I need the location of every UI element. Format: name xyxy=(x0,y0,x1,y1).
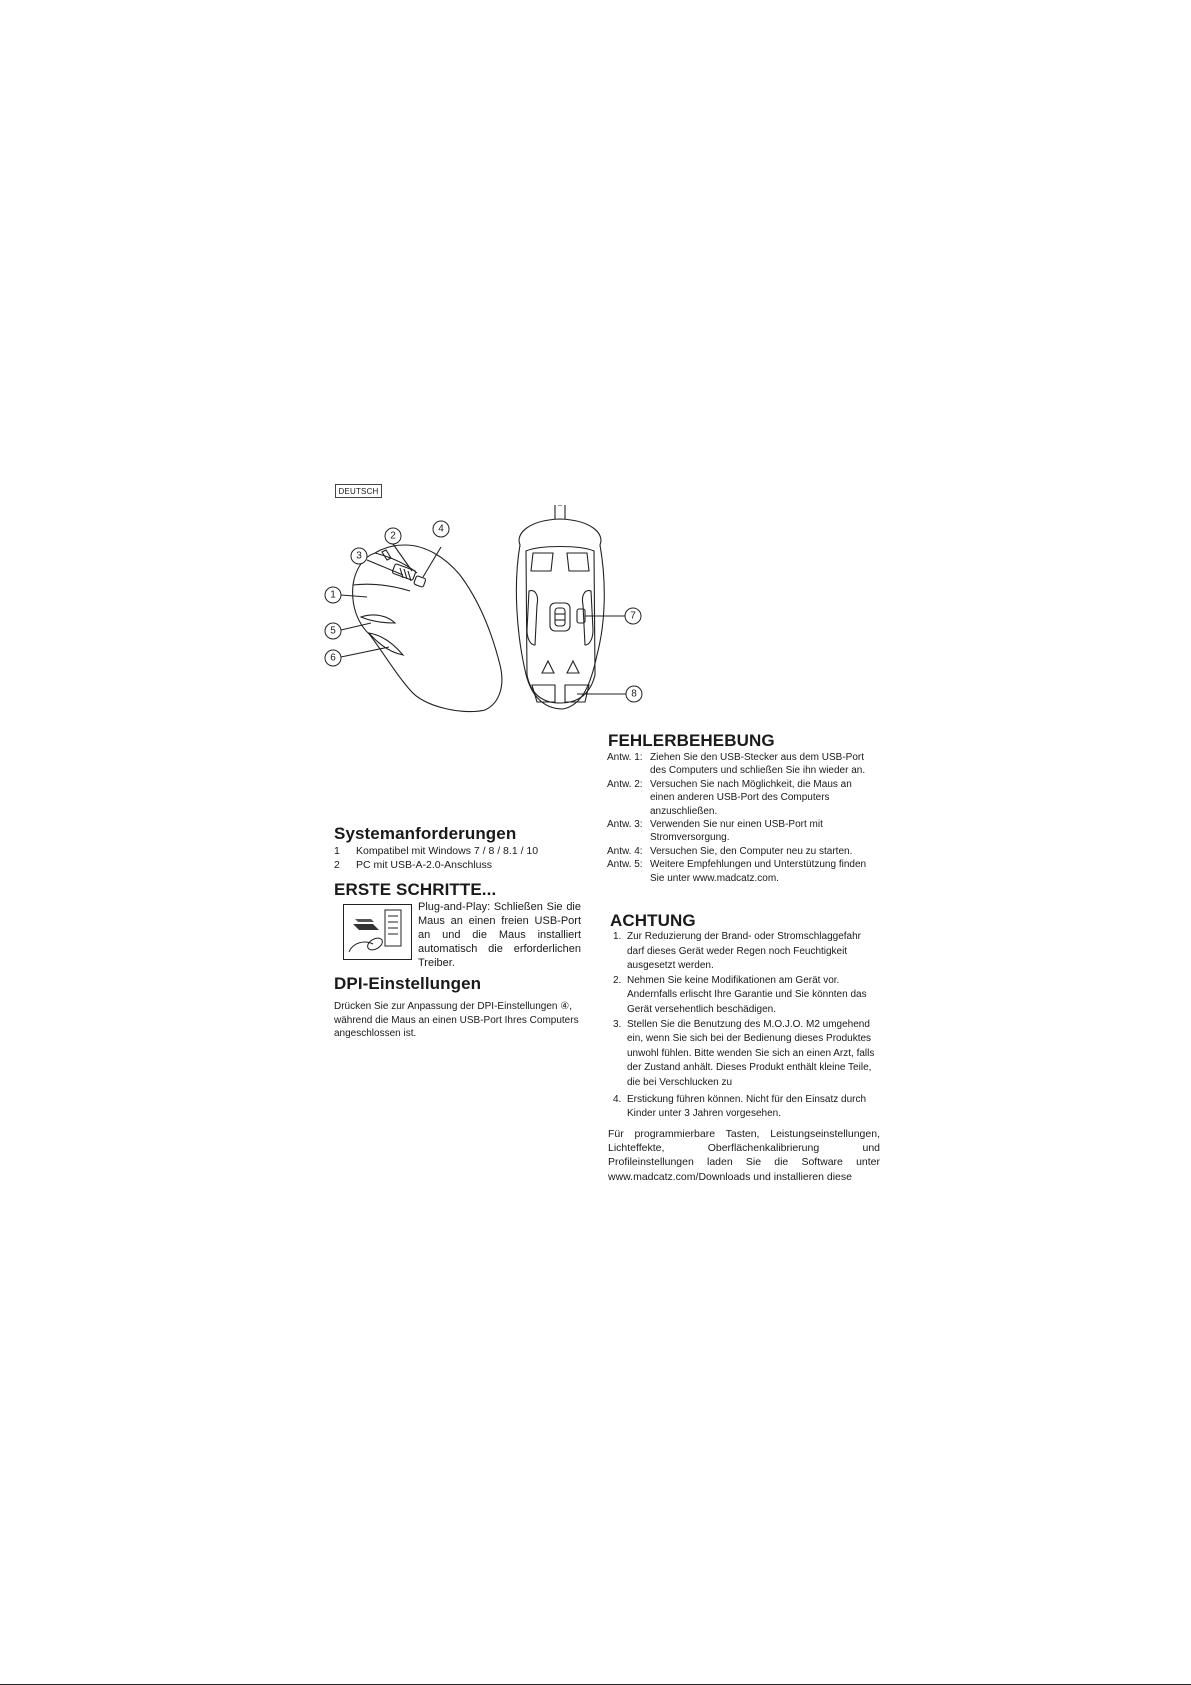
usb-plug-icon xyxy=(343,904,412,960)
mouse-diagram xyxy=(315,505,655,720)
answer-label: Antw. 2: xyxy=(607,778,643,790)
svg-text:1: 1 xyxy=(330,589,336,601)
list-item xyxy=(613,1018,881,1091)
callout-7 xyxy=(625,608,641,624)
list-item xyxy=(613,1093,881,1122)
answer-label: Antw. 5: xyxy=(607,859,643,871)
software-note: Für programmierbare Tasten, Leistungseinstellungen, Lichteffekte, Oberflächenkalibrierung und Profileinstellungen laden Sie die Software unter www.madcatz.com/Downloads und installieren diese xyxy=(608,1128,880,1183)
warning-title: ACHTUNG xyxy=(610,911,696,930)
dpi-settings-text: Drücken Sie zur Anpassung der DPI-Einstellungen ④, während die Maus an einen USB-Port Ihres Computers angeschlossen ist. xyxy=(334,1001,579,1039)
list-item xyxy=(607,845,877,858)
warning-list xyxy=(613,930,881,1122)
callout-6 xyxy=(325,650,341,666)
answer-text: Ziehen Sie den USB-Stecker aus dem USB-Port des Computers und schließen Sie ihn wieder an. xyxy=(650,752,866,777)
answer-text: Versuchen Sie nach Möglichkeit, die Maus an einen anderen USB-Port des Computers anzuschließen. xyxy=(650,778,852,817)
list-item xyxy=(607,858,877,885)
list-item xyxy=(607,751,877,778)
list-text: Nehmen Sie keine Modifikationen am Gerät vor. Andernfalls erlischt Ihre Garantie und Sie könnten das Gerät versehentlich beschädigen. xyxy=(627,974,867,1015)
list-text: Kompatibel mit Windows 7 / 8 / 8.1 / 10 xyxy=(356,845,539,857)
list-text: Stellen Sie die Benutzung des M.O.J.O. M2 umgehend ein, wenn Sie sich bei der Bedienung dieses Produktes unwohl fühlen. Bitte wenden Sie sich an einen Arzt, falls der Zustand anhält. Dieses Produkt enthält kleine Teile, die bei Verschlucken zu xyxy=(627,1018,875,1088)
dpi-settings-title: DPI-Einstellungen xyxy=(334,974,482,993)
answer-label: Antw. 4: xyxy=(607,845,643,857)
language-tag: DEUTSCH xyxy=(335,484,382,498)
troubleshooting-title: FEHLERBEHEBUNG xyxy=(608,731,775,750)
answer-text: Weitere Empfehlungen und Unterstützung finden Sie unter www.madcatz.com. xyxy=(650,859,867,884)
list-text: Zur Reduzierung der Brand- oder Stromschlaggefahr darf dieses Gerät weder Regen noch Feuchtigkeit ausgesetzt werden. xyxy=(627,931,862,972)
callout-4 xyxy=(433,521,449,537)
callout-1 xyxy=(325,587,341,603)
list-item xyxy=(334,859,594,873)
answer-text: Verwenden Sie nur einen USB-Port mit Stromversorgung. xyxy=(650,819,823,844)
answer-label: Antw. 3: xyxy=(607,819,643,831)
answer-text: Versuchen Sie, den Computer neu zu starten. xyxy=(650,845,853,857)
list-number: 3. xyxy=(613,1018,622,1030)
system-requirements-list xyxy=(334,845,594,873)
troubleshooting-list xyxy=(607,751,877,885)
system-requirements-title: Systemanforderungen xyxy=(334,824,517,843)
list-text: PC mit USB-A-2.0-Anschluss xyxy=(356,858,492,871)
list-number: 2 xyxy=(334,858,340,871)
side-button-back xyxy=(369,633,403,655)
list-item xyxy=(607,778,877,818)
svg-text:2: 2 xyxy=(390,530,396,542)
svg-text:3: 3 xyxy=(356,550,362,562)
list-item xyxy=(613,974,881,1018)
svg-text:6: 6 xyxy=(330,652,336,664)
getting-started-title: ERSTE SCHRITTE... xyxy=(334,880,497,899)
list-item xyxy=(613,930,881,974)
list-text: Erstickung führen können. Nicht für den Einsatz durch Kinder unter 3 Jahren vorgesehen. xyxy=(627,1093,867,1120)
callout-3 xyxy=(351,548,367,564)
callout-2 xyxy=(385,528,401,544)
svg-text:4: 4 xyxy=(438,523,444,535)
svg-text:7: 7 xyxy=(630,610,636,622)
callout-8 xyxy=(626,686,642,702)
svg-text:5: 5 xyxy=(330,625,336,637)
list-item xyxy=(334,845,594,859)
callout-5 xyxy=(325,623,341,639)
list-number: 1 xyxy=(334,845,340,857)
list-item xyxy=(607,818,877,845)
list-number: 1. xyxy=(613,931,622,942)
list-number: 4. xyxy=(613,1093,622,1105)
side-button-front xyxy=(361,615,395,623)
answer-label: Antw. 1: xyxy=(607,752,643,763)
list-number: 2. xyxy=(613,974,622,986)
sensor xyxy=(550,603,570,631)
getting-started-text: Plug-and-Play: Schließen Sie die Maus an einen freien USB-Port an und die Maus installiert automatisch die erforderlichen Treiber. xyxy=(418,901,581,969)
svg-text:8: 8 xyxy=(631,688,637,700)
